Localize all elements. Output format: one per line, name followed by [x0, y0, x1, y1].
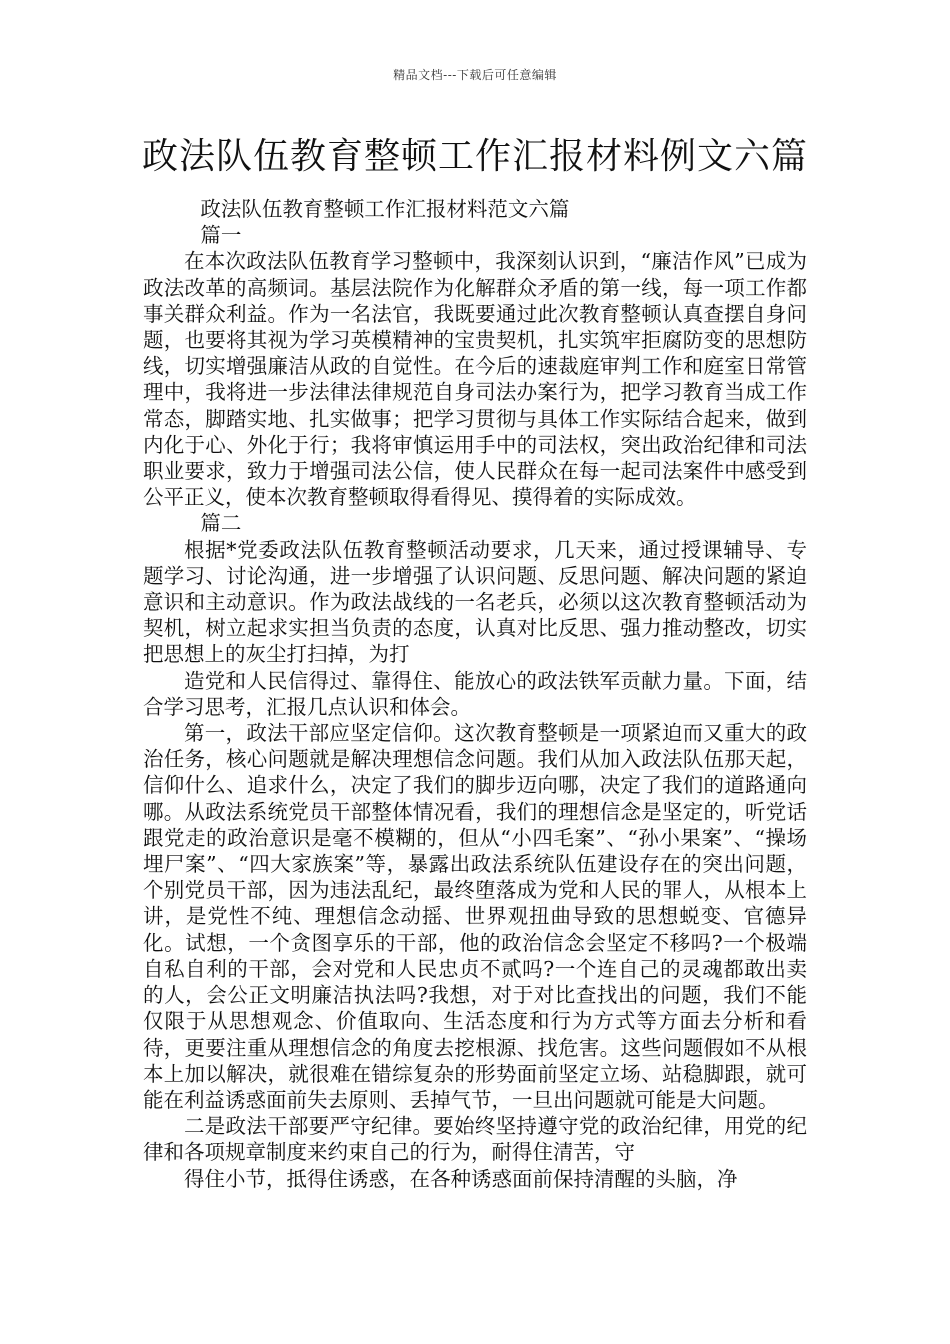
paragraph: 造党和人民信得过、靠得住、能放心的政法铁军贡献力量。下面，结合学习思考，汇报几点认识和体会。	[143, 668, 807, 719]
header-note: 精品文档---下载后可任意编辑	[393, 68, 557, 82]
section-label: 篇一	[200, 223, 242, 248]
document-subtitle: 政法队伍教育整顿工作汇报材料范文六篇	[200, 197, 570, 221]
document-body	[143, 196, 807, 1192]
paragraph: 根据*党委政法队伍教育整顿活动要求，几天来，通过授课辅导、专题学习、讨论沟通，进一步增强了认识问题、反思问题、解决问题的紧迫意识和主动意识。作为政法战线的一名老兵，必须以这次教育整顿活动为契机，树立起求实担当负责的态度，认真对比反思、强力推动整改，切实把思想上的灰尘打扫掉，为打	[143, 537, 807, 667]
paragraph: 在本次政法队伍教育学习整顿中，我深刻认识到，“廉洁作风”已成为政法改革的高频词。基层法院作为化解群众矛盾的第一线，每一项工作都事关群众利益。作为一名法官，我既要通过此次教育整顿认真查摆自身问题，也要将其视为学习英模精神的宝贵契机，扎实筑牢拒腐防变的思想防线，切实增强廉洁从政的自觉性。在今后的速裁庭审判工作和庭室日常管理中，我将进一步法律法律规范自身司法办案行为，把学习教育当成工作常态，脚踏实地、扎实做事；把学习贯彻与具体工作实际结合起来，做到内化于心、外化于行；我将审慎运用手中的司法权，突出政治纪律和司法职业要求，致力于增强司法公信，使人民群众在每一起司法案件中感受到公平正义，使本次教育整顿取得看得见、摸得着的实际成效。	[143, 249, 807, 510]
section-label: 篇二	[200, 511, 242, 536]
paragraph: 得住小节，抵得住诱惑，在各种诱惑面前保持清醒的头脑，净	[184, 1166, 738, 1191]
paragraph: 二是政法干部要严守纪律。要始终坚持遵守党的政治纪律，用党的纪律和各项规章制度来约束自己的行为，耐得住清苦，守	[143, 1114, 807, 1165]
document-title: 政法队伍教育整顿工作汇报材料例文六篇	[141, 136, 808, 177]
paragraph: 第一，政法干部应坚定信仰。这次教育整顿是一项紧迫而又重大的政治任务，核心问题就是解决理想信念问题。我们从加入政法队伍那天起，信仰什么、追求什么，决定了我们的脚步迈向哪，决定了我们的道路通向哪。从政法系统党员干部整体情况看，我们的理想信念是坚定的，听党话跟党走的政治意识是毫不模糊的，但从“小四毛案”、“孙小果案”、“操场埋尸案”、“四大家族案”等，暴露出政法系统队伍建设存在的突出问题，个别党员干部，因为违法乱纪，最终堕落成为党和人民的罪人，从根本上讲，是党性不纯、理想信念动摇、世界观扭曲导致的思想蜕变、官德异化。试想，一个贪图享乐的干部，他的政治信念会坚定不移吗?一个极端自私自利的干部，会对党和人民忠贞不贰吗?一个连自己的灵魂都敢出卖的人，会公正文明廉洁执法吗?我想，对于对比查找出的问题，我们不能仅限于从思想观念、价值取向、生活态度和行为方式等方面去分析和看待，更要注重从理想信念的角度去挖根源、找危害。这些问题假如不从根本上加以解决，就很难在错综复杂的形势面前坚定立场、站稳脚跟，就可能在利益诱惑面前失去原则、丢掉气节，一旦出问题就可能是大问题。	[143, 721, 807, 1112]
